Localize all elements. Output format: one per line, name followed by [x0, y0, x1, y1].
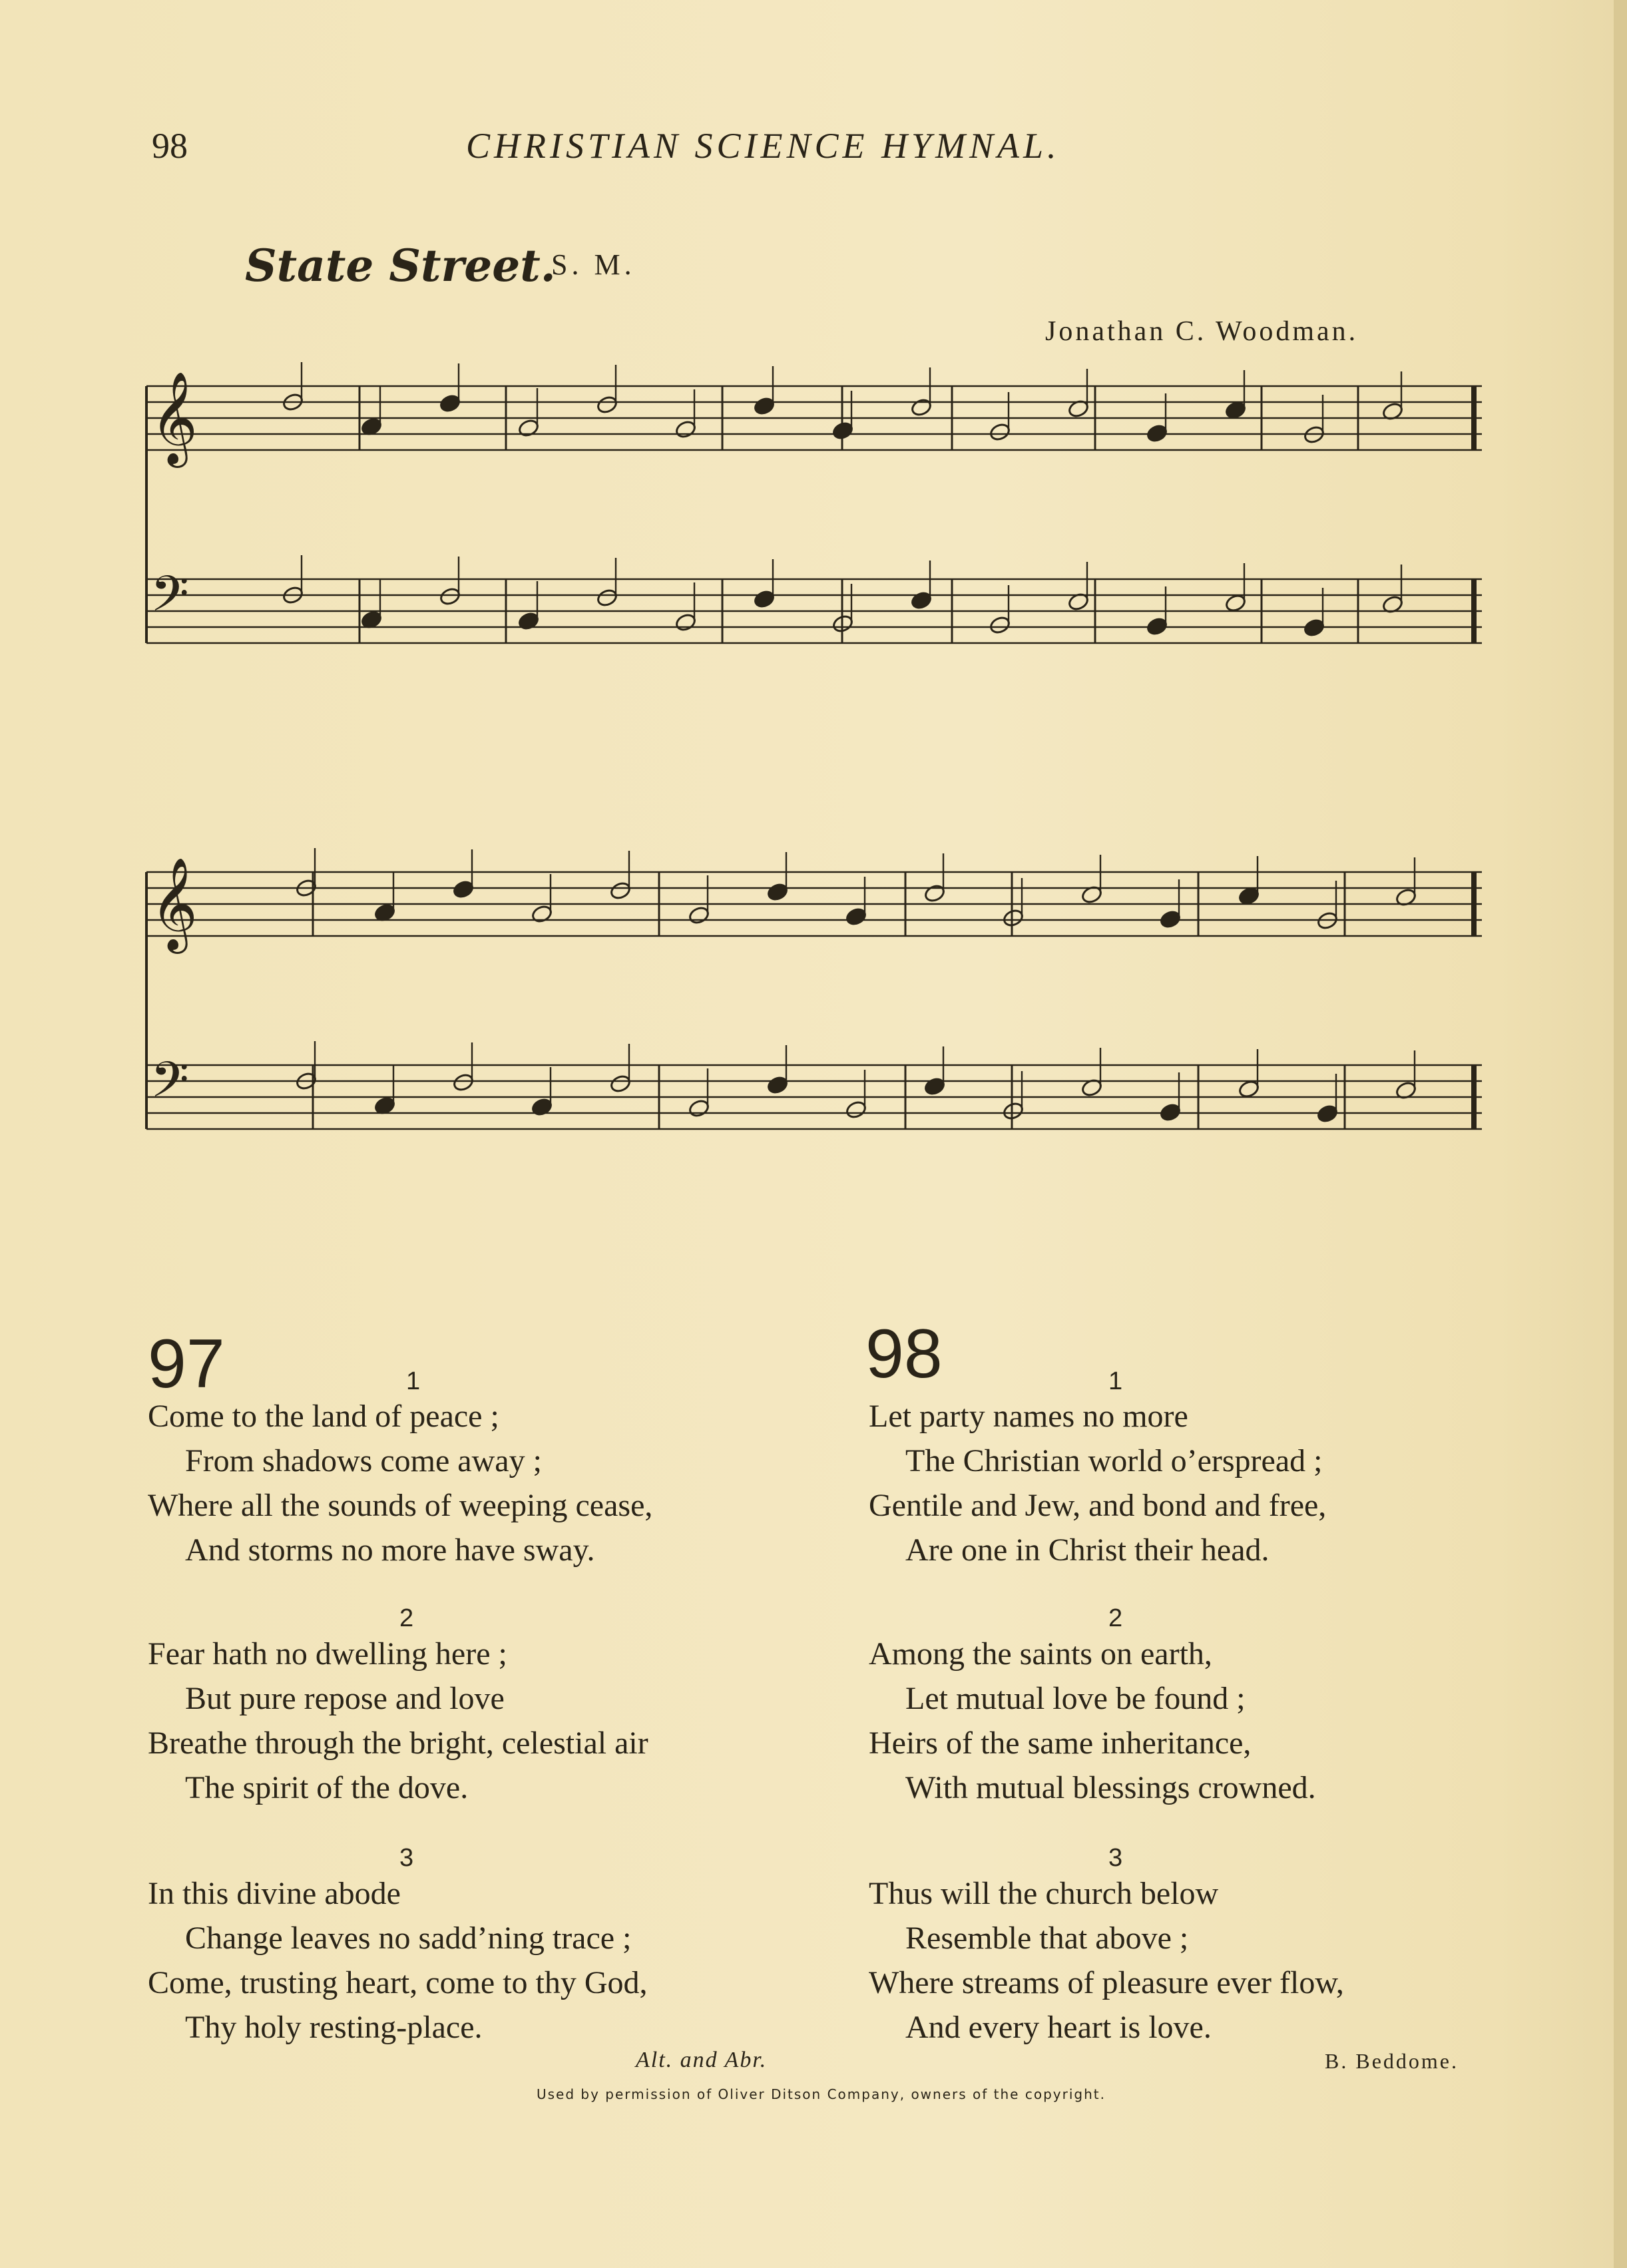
verse-line: Are one in Christ their head.	[905, 1532, 1270, 1568]
composer: Jonathan C. Woodman.	[1045, 316, 1359, 347]
verse-line: The Christian world o’erspread ;	[905, 1443, 1323, 1478]
verse-line: Gentile and Jew, and bond and free,	[869, 1488, 1327, 1523]
verse-line: With mutual blessings crowned.	[905, 1770, 1316, 1805]
verse-number: 3	[1108, 1844, 1123, 1872]
bass-clef-icon: 𝄢	[150, 565, 189, 635]
copyright-notice: Used by permission of Oliver Ditson Company, owners of the copyright.	[537, 2086, 1106, 2102]
verse-line: Come, trusting heart, come to thy God,	[148, 1965, 648, 2000]
verse-line: Resemble that above ;	[905, 1921, 1189, 1956]
attribution-98: B. Beddome.	[1325, 2049, 1459, 2073]
verse-line: From shadows come away ;	[185, 1443, 542, 1478]
verse-number: 2	[399, 1604, 414, 1632]
running-head: CHRISTIAN SCIENCE HYMNAL.	[466, 126, 1060, 166]
verse-line: Among the saints on earth,	[869, 1636, 1212, 1672]
verse-line: Let party names no more	[869, 1399, 1188, 1434]
bass-clef-icon: 𝄢	[150, 1051, 189, 1121]
verse-number: 1	[1108, 1367, 1123, 1395]
verse-line: But pure repose and love	[185, 1681, 505, 1716]
verse-number: 2	[1108, 1604, 1123, 1632]
verse-line: Where streams of pleasure ever flow,	[869, 1965, 1344, 2000]
attribution-97: Alt. and Abr.	[636, 2048, 768, 2072]
verse-line: Fear hath no dwelling here ;	[148, 1636, 507, 1672]
page-number: 98	[152, 126, 188, 166]
verse-line: Heirs of the same inheritance,	[869, 1725, 1252, 1761]
verse-line: Come to the land of peace ;	[148, 1399, 499, 1434]
verse-line: In this divine abode	[148, 1876, 401, 1911]
verse-line: Thus will the church below	[869, 1876, 1219, 1911]
verse-number: 3	[399, 1844, 414, 1872]
verse-line: And every heart is love.	[905, 2010, 1212, 2045]
verse-line: Let mutual love be found ;	[905, 1681, 1246, 1716]
verse-line: Change leaves no sadd’ning trace ;	[185, 1921, 632, 1956]
treble-clef-icon: 𝄞	[150, 857, 198, 950]
verse-line: And storms no more have sway.	[185, 1532, 595, 1568]
tune-name: State Street.	[245, 240, 556, 292]
hymn-number-97: 97	[148, 1325, 225, 1403]
verse-line: Thy holy resting-place.	[185, 2010, 483, 2045]
tune-meter: S. M.	[551, 248, 636, 281]
verse-line: Where all the sounds of weeping cease,	[148, 1488, 653, 1523]
treble-clef-icon: 𝄞	[150, 371, 198, 464]
hymn-number-98: 98	[865, 1315, 943, 1393]
verse-line: The spirit of the dove.	[185, 1770, 469, 1805]
verse-line: Breathe through the bright, celestial air	[148, 1725, 648, 1761]
verse-number: 1	[406, 1367, 421, 1395]
